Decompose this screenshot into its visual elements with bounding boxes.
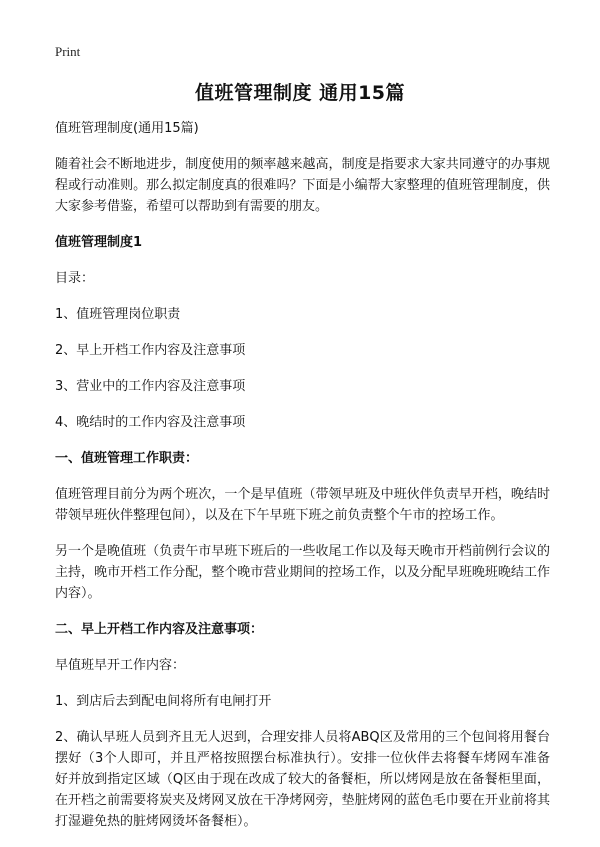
heading-duties: 一、值班管理工作职责：: [55, 451, 199, 466]
print-label: Print: [55, 44, 81, 59]
paragraph-morning-shift: 值班管理目前分为两个班次，一个是早值班（带领早班及中班伙伴负责早开档，晚结时带领早班伙伴整理包间），以及在下午早班下班之前负责整个午市的控场工作。: [55, 487, 550, 523]
paragraph-evening-shift: 另一个是晚值班（负责午市早班下班后的一些收尾工作以及每天晚市开档前例行会议的主持，晚市开档工作分配，整个晚市营业期间的控场工作，以及分配早班晚班晚结工作内容）。: [55, 544, 550, 601]
heading-opening: 二、早上开档工作内容及注意事项：: [55, 622, 264, 637]
document-subtitle: 值班管理制度(通用15篇): [55, 121, 199, 136]
document-body: [55, 118, 550, 847]
toc-item: 2、早上开档工作内容及注意事项: [55, 343, 246, 358]
paragraph-step-2: 2、确认早班人员到齐且无人迟到，合理安排人员将ABQ区及常用的三个包间将用餐台摆好（3个人即可，并且严格按照摆台标准执行）。安排一位伙伴去将餐车烤网车准备好并放到指定区域（Q区由于现在改成了较大的备餐柜，所以烤网是放在备餐柜里面，在开档之前需要将炭夹及烤网叉放在干净烤网旁，垫脏烤网的蓝色毛巾要在开业前将其打湿避免热的脏烤网烫坏备餐柜）。: [55, 730, 550, 829]
paragraph-step-1: 1、到店后去到配电间将所有电闸打开: [55, 694, 272, 709]
section-title: 值班管理制度1: [55, 235, 143, 250]
intro-paragraph: 随着社会不断地进步，制度使用的频率越来越高，制度是指要求大家共同遵守的办事规程或行动准则。那么拟定制度真的很难吗？下面是小编帮大家整理的值班管理制度，供大家参考借鉴，希望可以帮助到有需要的朋友。: [55, 157, 550, 214]
toc-item: 3、营业中的工作内容及注意事项: [55, 379, 246, 394]
toc-item: 1、值班管理岗位职责: [55, 307, 181, 322]
toc-label: 目录：: [55, 271, 95, 286]
document-title: 值班管理制度 通用15篇: [194, 82, 406, 104]
paragraph-opening-tasks: 早值班早开工作内容：: [55, 658, 186, 673]
toc-item: 4、晚结时的工作内容及注意事项: [55, 415, 246, 430]
